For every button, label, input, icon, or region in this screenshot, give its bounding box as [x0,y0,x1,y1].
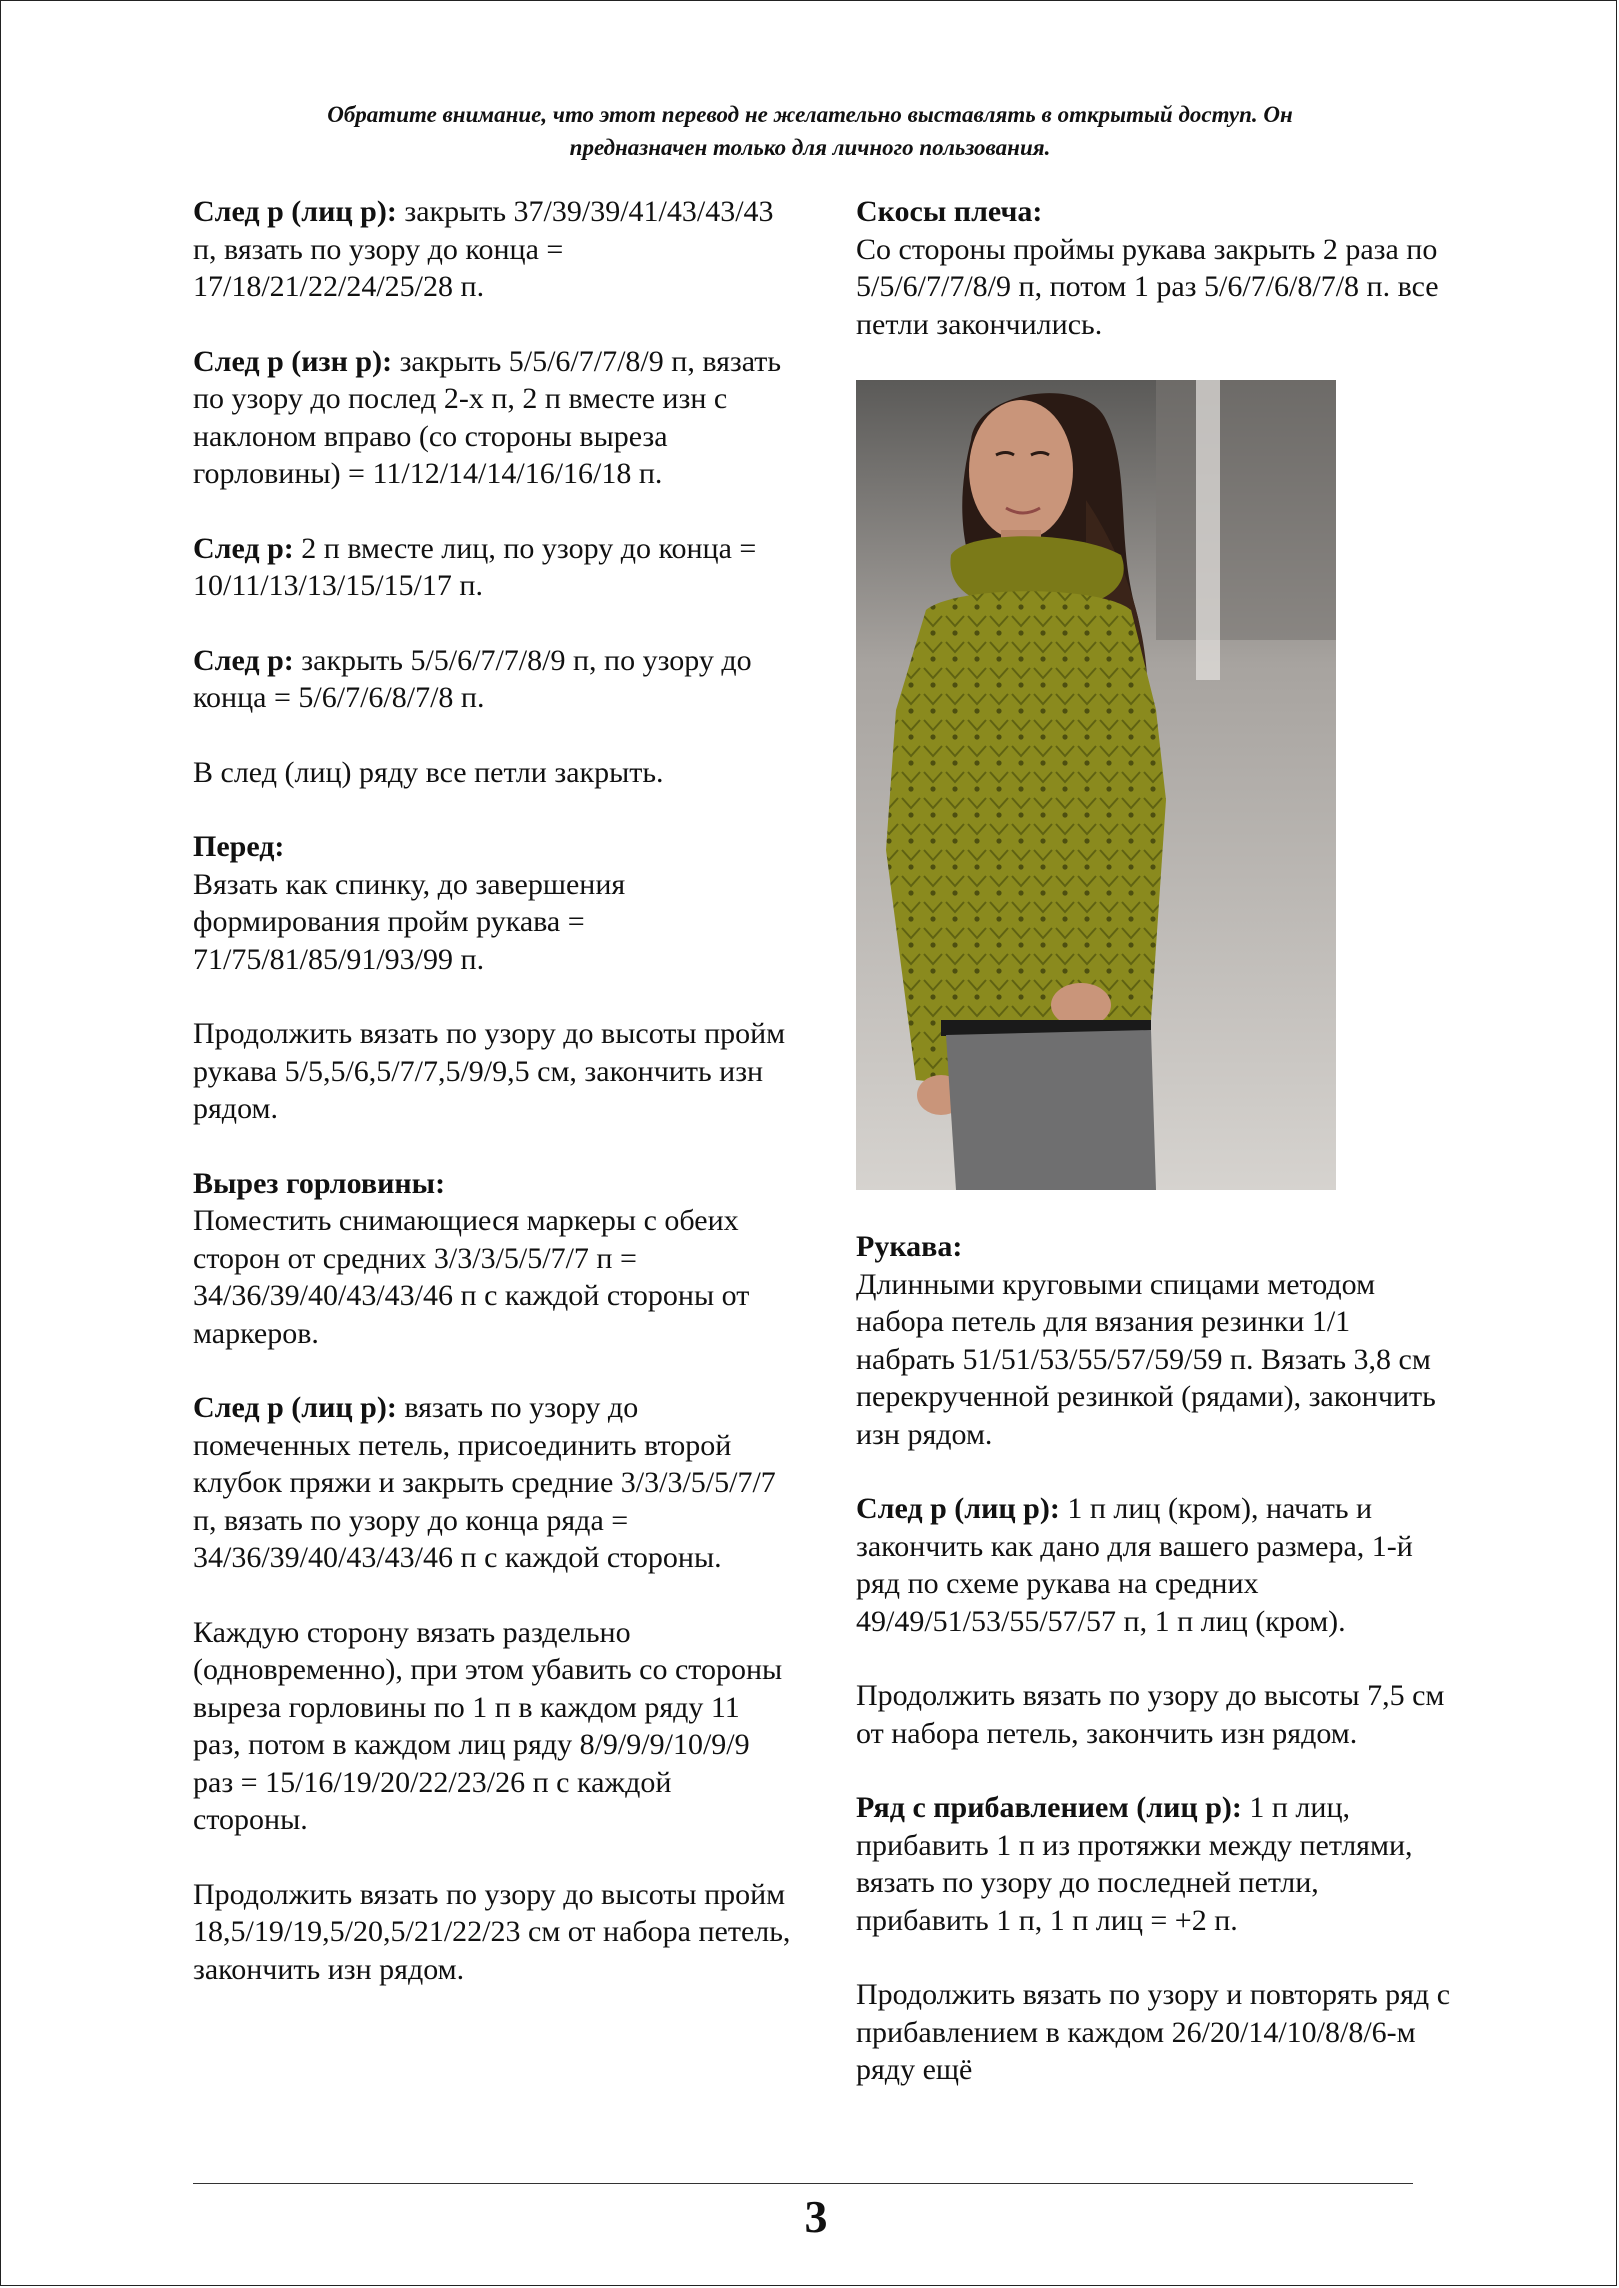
paragraph-text: закрыть 5/5/6/7/7/8/9 п, вязать по узору до послед 2-х п, 2 п вместе изн с наклоном вправо (со стороны выреза горловины) = 11/12/14/14/16/16/18 п. [193,344,782,490]
paragraph-text: Каждую сторону вязать раздельно (одновременно), при этом убавить со стороны выреза горловины по 1 п в каждом ряду 11 раз, потом в каждом лиц ряду 8/9/9/9/10/9/9 раз = 15/16/19/20/22/23/26 п с каждой стороны. [193,1615,783,1836]
paragraph-sleeve-next-row [856,1490,1456,1640]
paragraph-next-row-dec [193,530,793,605]
paragraph-text: закрыть 5/5/6/7/7/8/9 п, по узору до конца = 5/6/7/6/8/7/8 п. [193,643,752,714]
paragraph-heading: След р (изн р): [193,344,393,378]
paragraph-text: 1 п лиц (кром), начать и закончить как дано для вашего размера, 1-й ряд по схеме рукава на средних 49/49/51/53/55/57/57 п, 1 п лиц (кром). [856,1492,1413,1638]
paragraph-front [193,828,793,978]
paragraph-heading: Ряд с прибавлением (лиц р): [856,1791,1242,1824]
paragraph-heading: Рукава: [856,1230,963,1263]
paragraph-text: 2 п вместе лиц, по узору до конца = 10/11/13/13/15/15/17 п. [193,531,757,602]
paragraph-text: Продолжить вязать по узору до высоты 7,5 см от набора петель, закончить изн рядом. [856,1679,1445,1750]
paragraph-heading: Скосы плеча: [856,195,1043,228]
notice-line-1: Обратите внимание, что этот перевод не желательно выставлять в открытый доступ. Он [327,102,1293,127]
paragraph-next-row-bind [193,642,793,717]
pants [946,1030,1156,1190]
right-column-lower [856,1228,1456,2126]
paragraph-increase-row [856,1789,1456,1939]
paragraph-text: закрыть 37/39/39/41/43/43/43 п, вязать по узору до конца = 17/18/21/22/24/25/28 п. [193,195,774,303]
paragraph-next-row-rs-2 [193,1389,793,1577]
paragraph-continue-height [193,1876,793,1989]
paragraph-neckline [193,1165,793,1353]
paragraph-text: Продолжить вязать по узору до высоты пройм 18,5/19/19,5/20,5/21/22/23 см от набора петель, закончить изн рядом. [193,1877,791,1986]
paragraph-bind-off-all [193,754,793,792]
paragraph-heading: Вырез горловины: [193,1166,446,1200]
paragraph-text: Длинными круговыми спицами методом набора петель для вязания резинки 1/1 набрать 51/51/53/55/57/59/59 п. Вязать 3,8 см перекрученной резинкой (рядами), закончить изн рядом. [856,1267,1436,1451]
face [969,400,1073,540]
paragraph-sleeves [856,1228,1456,1453]
paragraph-next-row-rs-1 [193,193,793,306]
notice-line-2: предназначен только для личного пользования. [569,135,1051,160]
paragraph-sleeve-continue [856,1677,1456,1752]
paragraph-shoulder-shaping [856,193,1456,343]
paragraph-text: вязать по узору до помеченных петель, присоединить второй клубок пряжи и закрыть средние 3/3/3/5/5/7/7 п, вязать по узору до конца ряда = 34/36/39/40/43/43/46 п с каждой стороны. [193,1391,776,1574]
paragraph-heading: След р: [193,531,294,565]
page-number: 3 [804,2191,828,2242]
paragraph-text: 1 п лиц, прибавить 1 п из протяжки между петлями, вязать по узору до последней петли, прибавить 1 п, 1 п лиц = +2 п. [856,1791,1413,1937]
building-pillar [1196,380,1220,680]
paragraph-text: Поместить снимающиеся маркеры с обеих сторон от средних 3/3/3/5/5/7/7 п = 34/36/39/40/43/43/46 п с каждой стороны от маркеров. [193,1204,750,1350]
paragraph-heading: След р: [193,643,294,677]
paragraph-continue-armhole [193,1015,793,1128]
translation-notice [180,98,1440,164]
paragraph-next-row-ws [193,343,793,493]
paragraph-repeat-increase [856,1976,1456,2089]
paragraph-text: Со стороны проймы рукава закрыть 2 раза по 5/5/6/7/7/8/9 п, потом 1 раз 5/6/7/6/8/7/8 п. все петли закончились. [856,232,1439,341]
left-column [193,193,793,2025]
right-column-top [856,193,1456,380]
model-photo [856,380,1336,1190]
paragraph-heading: Перед: [193,830,285,863]
paragraph-each-side [193,1614,793,1839]
paragraph-heading: След р (лиц р): [193,195,397,228]
paragraph-text: Продолжить вязать по узору до высоты пройм рукава 5/5,5/6,5/7/7,5/9/9,5 см, закончить изн рядом. [193,1017,786,1125]
paragraph-text: Вязать как спинку, до завершения формирования пройм рукава = 71/75/81/85/91/93/99 п. [193,867,626,976]
paragraph-heading: След р (лиц р): [856,1492,1060,1525]
paragraph-text: В след (лиц) ряду все петли закрыть. [193,755,664,789]
model-photo-illustration [856,380,1336,1190]
footer-divider [193,2183,1413,2184]
paragraph-text: Продолжить вязать по узору и повторять ряд с прибавлением в каждом 26/20/14/10/8/8/6-м ряду ещё [856,1978,1451,2086]
paragraph-heading: След р (лиц р): [193,1391,397,1424]
building-column [1156,380,1336,640]
